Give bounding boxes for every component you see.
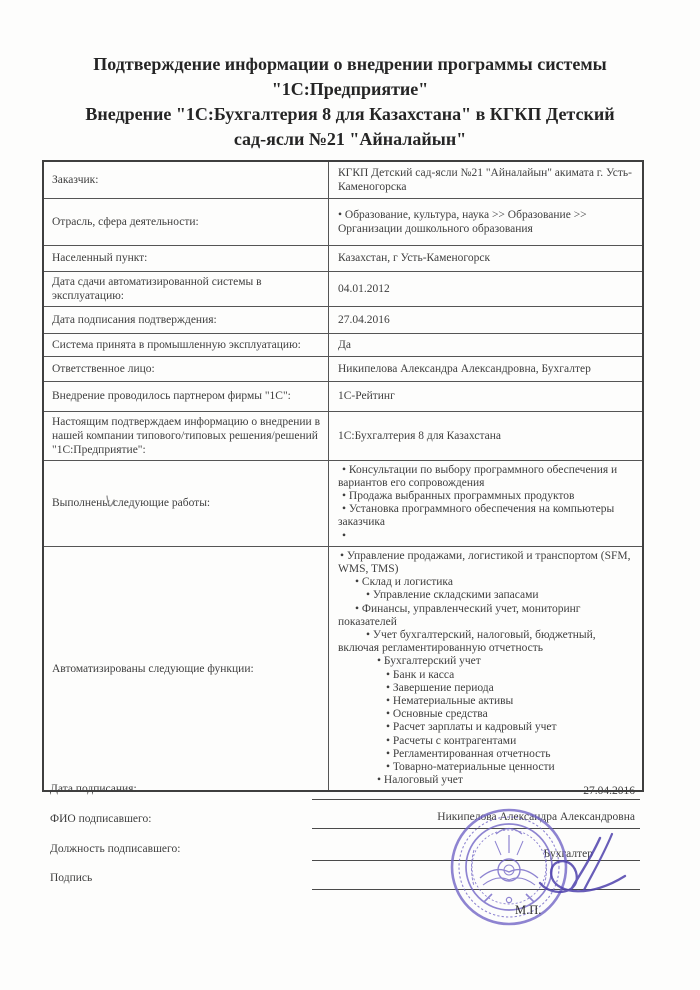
row-label: Настоящим подтверждаем информацию о внедрении в нашей компании типового/типовых решения/решений "1С:Предприятие": <box>43 411 329 460</box>
function-item: • Завершение периода <box>386 681 494 694</box>
function-item: • Учет бухгалтерский, налоговый, бюджетный, включая регламентированную отчетность <box>338 628 596 655</box>
table-row <box>43 245 643 271</box>
function-item: • Нематериальные активы <box>386 694 514 707</box>
work-item: • Консультации по выбору программного обеспечения и вариантов его сопровождения <box>338 463 618 489</box>
table-row <box>43 333 643 356</box>
work-item: • Продажа выбранных программных продуктов <box>342 489 575 502</box>
row-value-functions-list <box>329 546 644 791</box>
function-item: • Бухгалтерский учет <box>377 655 481 668</box>
function-item: • Основные средства <box>386 708 488 721</box>
row-label: Автоматизированы следующие функции: <box>43 546 329 791</box>
work-item: • <box>342 529 347 542</box>
signer-title-label: Должность подписавшего: <box>50 843 181 855</box>
table-row <box>43 546 643 791</box>
signer-name-value: Никипелова Александра Александровна <box>437 811 635 823</box>
function-item: • Банк и касса <box>386 668 455 681</box>
table-row <box>43 411 643 460</box>
row-value: 1С:Бухгалтерия 8 для Казахстана <box>329 411 644 460</box>
row-value: КГКП Детский сад-ясли №21 "Айналайын" акимата г. Усть-Каменогорска <box>329 161 644 198</box>
row-label: Система принята в промышленную эксплуатацию: <box>43 333 329 356</box>
signature-block <box>0 775 700 990</box>
document-title <box>70 52 630 152</box>
row-value: 1С-Рейтинг <box>329 381 644 411</box>
function-item: • Управление продажами, логистикой и транспортом (SFM, WMS, TMS) <box>338 549 631 575</box>
function-item: • Расчеты с контрагентами <box>386 734 517 747</box>
title-line-2: Внедрение "1С:Бухгалтерия 8 для Казахстана" в КГКП Детский сад-ясли №21 "Айналайын" <box>85 104 615 149</box>
function-item: • Товарно-материальные ценности <box>386 760 555 773</box>
table-row <box>43 460 643 546</box>
signer-name-label: ФИО подписавшего: <box>50 813 152 825</box>
row-value: Казахстан, г Усть-Каменогорск <box>329 245 644 271</box>
row-label: Отрасль, сфера деятельности: <box>43 198 329 245</box>
row-value: Да <box>329 333 644 356</box>
row-label: Выполнены следующие работы: <box>43 460 329 546</box>
table-row <box>43 271 643 306</box>
signer-title-value: Бухгалтер <box>543 848 593 860</box>
row-label: Населенный пункт: <box>43 245 329 271</box>
row-value: 27.04.2016 <box>329 306 644 333</box>
table-row <box>43 161 643 198</box>
function-item: • Управление складскими запасами <box>366 589 539 602</box>
table-row <box>43 381 643 411</box>
work-item: • Установка программного обеспечения на компьютеры заказчика <box>338 503 615 529</box>
row-value: • Образование, культура, наука >> Образование >> Организации дошкольного образования <box>329 198 644 245</box>
row-label: Внедрение проводилось партнером фирмы "1С": <box>43 381 329 411</box>
table-row <box>43 356 643 381</box>
function-item: • Склад и логистика <box>355 576 453 589</box>
function-item: • Регламентированная отчетность <box>386 747 551 760</box>
signature-label: Подпись <box>50 872 93 884</box>
function-item: • Финансы, управленческий учет, мониторинг показателей <box>338 602 581 628</box>
table-row <box>43 306 643 333</box>
row-value-works-list <box>329 460 644 546</box>
row-label: Дата подписания подтверждения: <box>43 306 329 333</box>
row-label: Ответственное лицо: <box>43 356 329 381</box>
pen-mark <box>104 494 118 515</box>
row-label: Дата сдачи автоматизированной системы в эксплуатацию: <box>43 271 329 306</box>
stamp-place-mark: М.П. <box>515 903 542 917</box>
signing-date-label: Дата подписания: <box>50 783 137 795</box>
signing-date-value: 27.04.2016 <box>583 785 635 797</box>
implementation-info-table <box>42 160 644 792</box>
row-value: Никипелова Александра Александровна, Бухгалтер <box>329 356 644 381</box>
title-line-1: Подтверждение информации о внедрении программы системы "1С:Предприятие" <box>93 54 607 99</box>
table-row <box>43 198 643 245</box>
function-item: • Налоговый учет <box>377 774 463 787</box>
function-item: • Расчет зарплаты и кадровый учет <box>386 721 557 734</box>
row-label: Заказчик: <box>43 161 329 198</box>
row-value: 04.01.2012 <box>329 271 644 306</box>
